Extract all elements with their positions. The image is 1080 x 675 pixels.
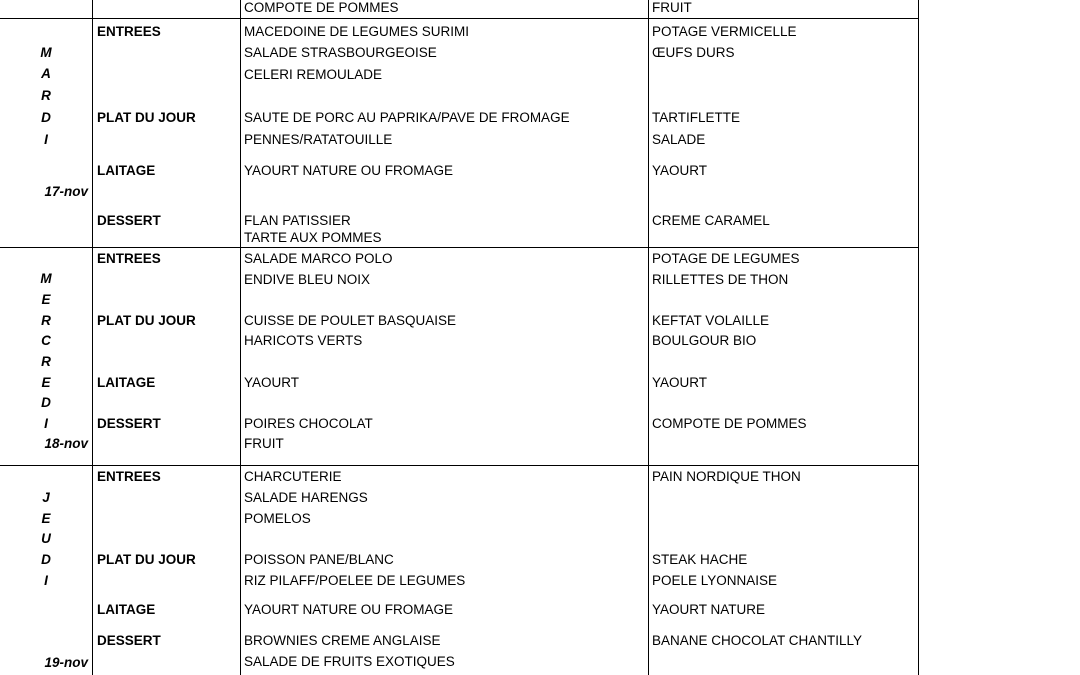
day-letter: R	[41, 354, 51, 369]
day-separator	[0, 465, 919, 466]
category-label: LAITAGE	[97, 375, 156, 390]
menu-item: COMPOTE DE POMMES	[244, 0, 399, 15]
menu-item: SALADE MARCO POLO	[244, 251, 393, 266]
menu-item: CREME CARAMEL	[652, 213, 770, 228]
day-separator	[0, 247, 919, 248]
menu-item: SALADE HARENGS	[244, 490, 368, 505]
menu-item: FRUIT	[652, 0, 692, 15]
menu-item: HARICOTS VERTS	[244, 333, 363, 348]
menu-item: TARTIFLETTE	[652, 110, 741, 125]
menu-item: SALADE STRASBOURGEOISE	[244, 45, 437, 60]
day-date: 18-nov	[44, 436, 88, 451]
menu-item: CHARCUTERIE	[244, 469, 342, 484]
day-letter: E	[41, 375, 51, 390]
menu-item: KEFTAT VOLAILLE	[652, 313, 770, 328]
day-letter: D	[41, 110, 51, 125]
menu-item: CUISSE DE POULET BASQUAISE	[244, 313, 457, 328]
grid-line-col-b	[918, 0, 919, 675]
day-date: 19-nov	[44, 655, 88, 670]
menu-item: YAOURT NATURE OU FROMAGE	[244, 602, 454, 617]
menu-item: RIZ PILAFF/POELEE DE LEGUMES	[244, 573, 466, 588]
menu-item: FRUIT	[244, 436, 284, 451]
day-letter: U	[41, 531, 51, 546]
day-letter: C	[41, 333, 51, 348]
menu-item: CELERI REMOULADE	[244, 67, 383, 82]
day-date: 17-nov	[44, 184, 88, 199]
day-letter: D	[41, 552, 51, 567]
day-letter: M	[40, 271, 52, 286]
day-letter: A	[41, 66, 51, 81]
category-label: DESSERT	[97, 416, 161, 431]
category-label: ENTREES	[97, 251, 161, 266]
menu-item: PENNES/RATATOUILLE	[244, 132, 393, 147]
menu-item: YAOURT NATURE OU FROMAGE	[244, 163, 454, 178]
grid-line-day	[92, 0, 93, 675]
menu-item: STEAK HACHE	[652, 552, 748, 567]
day-letter: I	[44, 573, 48, 588]
day-separator	[0, 18, 919, 19]
category-label: PLAT DU JOUR	[97, 110, 196, 125]
category-label: PLAT DU JOUR	[97, 552, 196, 567]
category-label: LAITAGE	[97, 602, 156, 617]
menu-item: POELE LYONNAISE	[652, 573, 778, 588]
menu-item: PAIN NORDIQUE THON	[652, 469, 801, 484]
day-letter: D	[41, 395, 51, 410]
menu-item: MACEDOINE DE LEGUMES SURIMI	[244, 24, 470, 39]
category-label: DESSERT	[97, 633, 161, 648]
menu-item: ENDIVE BLEU NOIX	[244, 272, 371, 287]
menu-item: YAOURT NATURE	[652, 602, 766, 617]
day-letter: M	[40, 45, 52, 60]
category-label: ENTREES	[97, 24, 161, 39]
day-letter: I	[44, 132, 48, 147]
menu-item: POISSON PANE/BLANC	[244, 552, 394, 567]
menu-item: YAOURT	[244, 375, 300, 390]
menu-item: POIRES CHOCOLAT	[244, 416, 373, 431]
menu-item: BANANE CHOCOLAT CHANTILLY	[652, 633, 863, 648]
grid-line-category	[240, 0, 241, 675]
menu-item: YAOURT	[652, 375, 708, 390]
day-letter: E	[41, 292, 51, 307]
grid-line-col-a	[648, 0, 649, 675]
menu-item: YAOURT	[652, 163, 708, 178]
menu-item: BOULGOUR BIO	[652, 333, 757, 348]
day-letter: I	[44, 416, 48, 431]
menu-item: POTAGE VERMICELLE	[652, 24, 797, 39]
day-letter: J	[42, 490, 50, 505]
menu-item: COMPOTE DE POMMES	[652, 416, 807, 431]
menu-item: TARTE AUX POMMES	[244, 230, 382, 245]
day-letter: R	[41, 313, 51, 328]
category-label: LAITAGE	[97, 163, 156, 178]
menu-item: SALADE	[652, 132, 706, 147]
day-letter: E	[41, 511, 51, 526]
category-label: DESSERT	[97, 213, 161, 228]
menu-item: SAUTE DE PORC AU PAPRIKA/PAVE DE FROMAGE	[244, 110, 570, 125]
menu-item: POTAGE DE LEGUMES	[652, 251, 800, 266]
menu-item: FLAN PATISSIER	[244, 213, 351, 228]
menu-item: POMELOS	[244, 511, 311, 526]
menu-item: ŒUFS DURS	[652, 45, 735, 60]
menu-item: SALADE DE FRUITS EXOTIQUES	[244, 654, 455, 669]
category-label: PLAT DU JOUR	[97, 313, 196, 328]
category-label: ENTREES	[97, 469, 161, 484]
day-letter: R	[41, 88, 51, 103]
menu-item: BROWNIES CREME ANGLAISE	[244, 633, 441, 648]
menu-item: RILLETTES DE THON	[652, 272, 789, 287]
